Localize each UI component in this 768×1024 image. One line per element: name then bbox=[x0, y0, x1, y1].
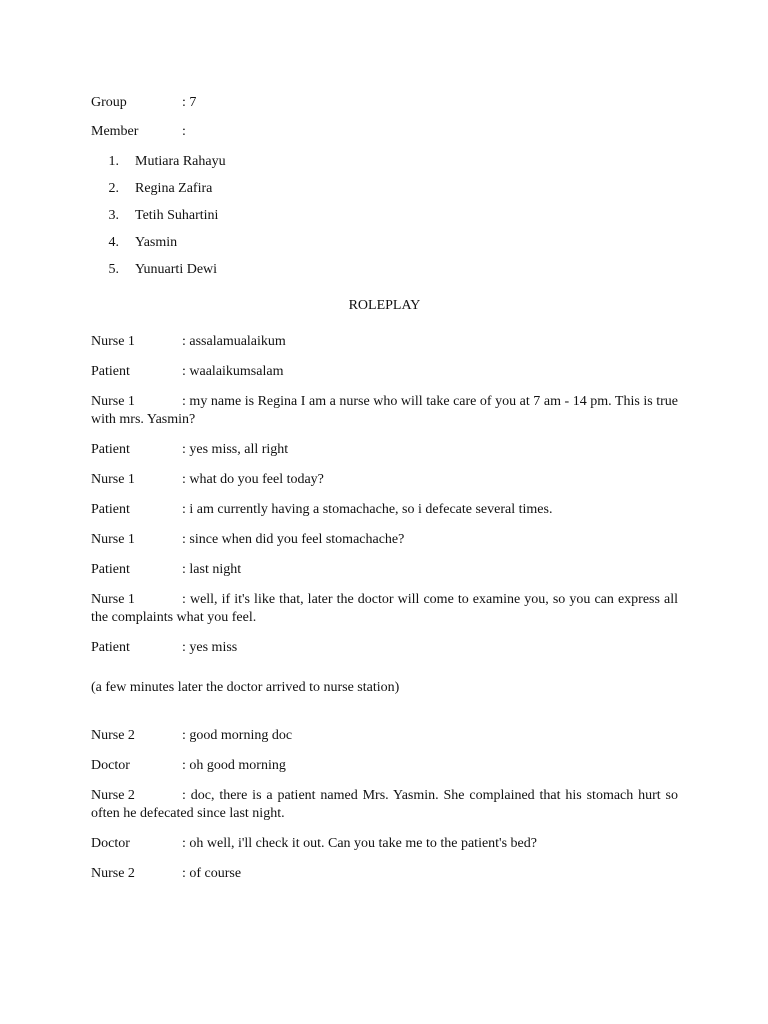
dialogue-part-1 bbox=[91, 333, 678, 657]
speaker-name: Nurse 2 bbox=[91, 866, 135, 881]
speaker-name: Nurse 1 bbox=[91, 334, 135, 349]
group-value: : 7 bbox=[182, 95, 197, 110]
page-title: ROLEPLAY bbox=[348, 298, 421, 313]
dialogue-line bbox=[91, 393, 678, 429]
dialogue-line bbox=[91, 471, 678, 489]
speaker-name: Patient bbox=[91, 562, 130, 577]
group-label: Group bbox=[91, 95, 127, 110]
dialogue-text: : yes miss bbox=[182, 640, 238, 655]
speaker-name: Patient bbox=[91, 640, 130, 655]
member-name: Regina Zafira bbox=[135, 181, 213, 196]
dialogue-text: : oh good morning bbox=[182, 758, 286, 773]
dialogue-text: : since when did you feel stomachache? bbox=[182, 532, 405, 547]
member-value: : bbox=[182, 124, 186, 139]
dialogue-line bbox=[91, 835, 678, 853]
member-name: Yunuarti Dewi bbox=[135, 262, 218, 277]
dialogue-line bbox=[91, 333, 678, 351]
member-item bbox=[91, 207, 678, 225]
speaker-name: Nurse 1 bbox=[91, 472, 135, 487]
dialogue-text: : waalaikumsalam bbox=[182, 364, 284, 379]
dialogue-text: : yes miss, all right bbox=[182, 442, 289, 457]
member-item bbox=[91, 261, 678, 279]
dialogue-text: : doc, there is a patient named Mrs. Yasmin. She complained that his stomach hurt so often he defecated since last night. bbox=[91, 788, 678, 821]
speaker-name: Doctor bbox=[91, 836, 130, 851]
dialogue-line bbox=[91, 363, 678, 381]
speaker-name: Nurse 1 bbox=[91, 394, 135, 409]
dialogue-text: : assalamualaikum bbox=[182, 334, 286, 349]
dialogue-line bbox=[91, 531, 678, 549]
member-list bbox=[91, 153, 678, 279]
dialogue-text: : my name is Regina I am a nurse who will take care of you at 7 am - 14 pm. This is true with mrs. Yasmin? bbox=[91, 394, 678, 427]
dialogue-text: : i am currently having a stomachache, so i defecate several times. bbox=[182, 502, 553, 517]
dialogue-text: : of course bbox=[182, 866, 242, 881]
member-number: 1. bbox=[108, 154, 119, 169]
dialogue-line bbox=[91, 727, 678, 745]
dialogue-line bbox=[91, 591, 678, 627]
member-number: 4. bbox=[108, 235, 119, 250]
member-name: Mutiara Rahayu bbox=[135, 154, 226, 169]
member-number: 5. bbox=[108, 262, 119, 277]
dialogue-line bbox=[91, 639, 678, 657]
member-name: Tetih Suhartini bbox=[135, 208, 219, 223]
member-row bbox=[91, 123, 678, 141]
dialogue-line bbox=[91, 501, 678, 519]
speaker-name: Nurse 1 bbox=[91, 532, 135, 547]
dialogue-text: : last night bbox=[182, 562, 242, 577]
speaker-name: Patient bbox=[91, 442, 130, 457]
member-number: 3. bbox=[108, 208, 119, 223]
member-item bbox=[91, 153, 678, 171]
speaker-name: Nurse 1 bbox=[91, 592, 135, 607]
dialogue-text: : oh well, i'll check it out. Can you take me to the patient's bed? bbox=[182, 836, 537, 851]
group-row bbox=[91, 94, 678, 112]
member-number: 2. bbox=[108, 181, 119, 196]
speaker-name: Nurse 2 bbox=[91, 728, 135, 743]
member-item bbox=[91, 180, 678, 198]
dialogue-text: : what do you feel today? bbox=[182, 472, 324, 487]
narration: (a few minutes later the doctor arrived to nurse station) bbox=[91, 680, 400, 695]
member-label: Member bbox=[91, 124, 139, 139]
member-name: Yasmin bbox=[135, 235, 178, 250]
speaker-name: Patient bbox=[91, 364, 130, 379]
dialogue-text: : well, if it's like that, later the doctor will come to examine you, so you can express all the complaints what you feel. bbox=[91, 592, 678, 625]
dialogue-part-2 bbox=[91, 727, 678, 883]
dialogue-line bbox=[91, 561, 678, 579]
document-page bbox=[91, 94, 678, 895]
speaker-name: Nurse 2 bbox=[91, 788, 135, 803]
speaker-name: Doctor bbox=[91, 758, 130, 773]
dialogue-text: : good morning doc bbox=[182, 728, 293, 743]
dialogue-line bbox=[91, 441, 678, 459]
member-item bbox=[91, 234, 678, 252]
dialogue-line bbox=[91, 757, 678, 775]
dialogue-line bbox=[91, 787, 678, 823]
dialogue-line bbox=[91, 865, 678, 883]
speaker-name: Patient bbox=[91, 502, 130, 517]
